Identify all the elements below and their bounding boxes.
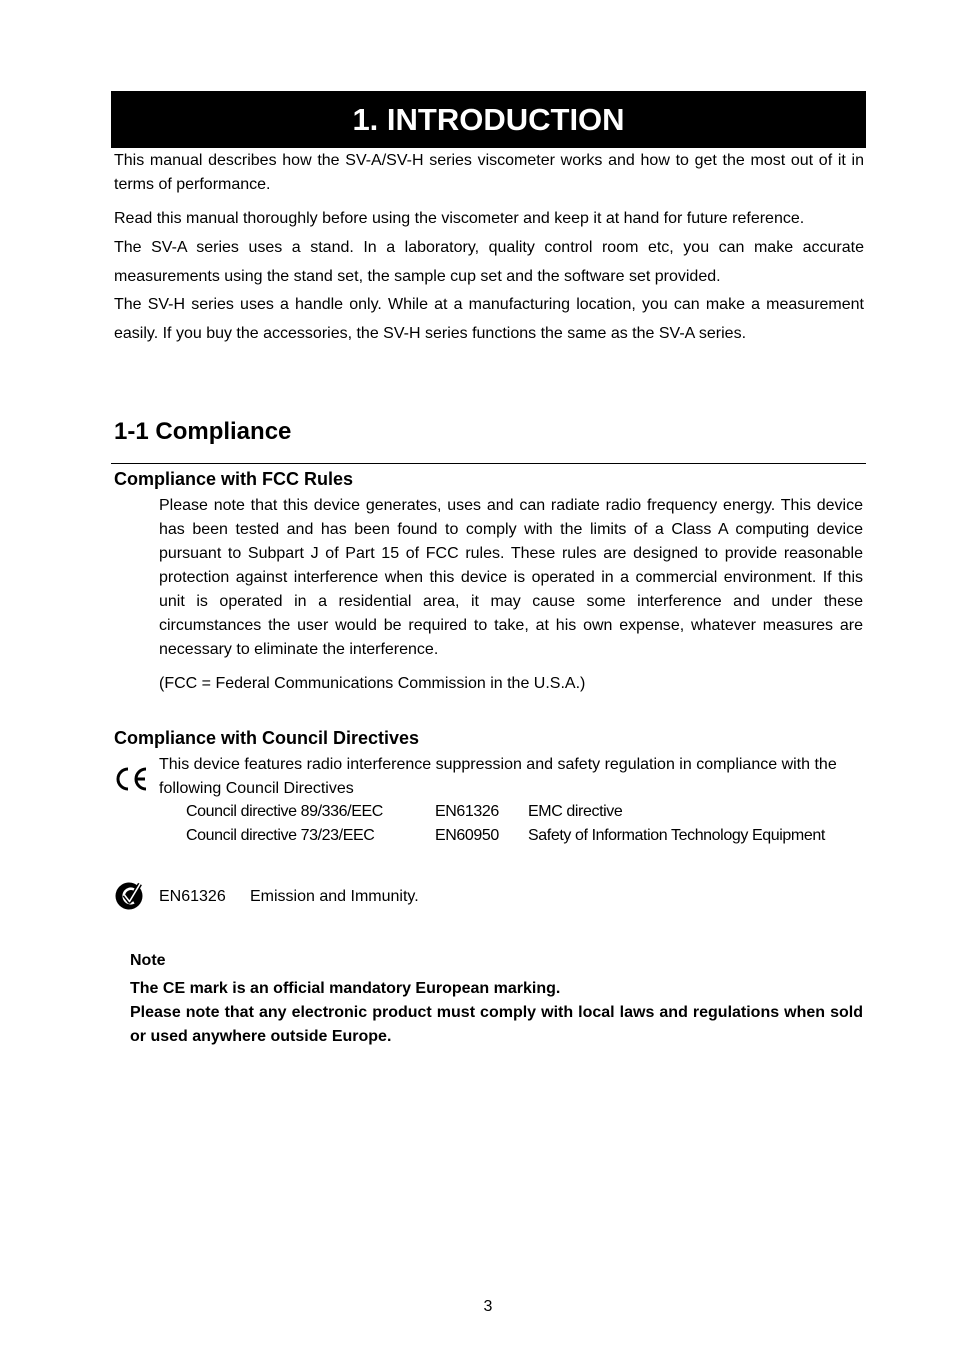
note-label: Note xyxy=(130,952,166,969)
ctick-description: Emission and Immunity. xyxy=(250,888,419,905)
intro-paragraph-1: This manual describes how the SV-A/SV-H series viscometer works and how to get the most out of it in terms of performance. xyxy=(114,152,864,193)
c-tick-mark-icon xyxy=(114,881,144,911)
council-intro: This device features radio interference suppression and safety regulation in compliance with the following Council Directives xyxy=(159,756,837,797)
intro-paragraph-3: The SV-A series uses a stand. In a laboratory, quality control room etc, you can make accurate measurements using the stand set, the sample cup set and the software set provided. xyxy=(114,239,864,285)
directive-description: EMC directive xyxy=(528,803,623,820)
ctick-standard: EN61326 xyxy=(159,888,226,905)
council-heading: Compliance with Council Directives xyxy=(114,728,420,748)
intro-paragraph-4: The SV-H series uses a handle only. While at a manufacturing location, you can make a measurement easily. If you buy the accessories, the SV-H series functions the same as the SV-A series. xyxy=(114,296,864,342)
note-line-2: Please note that any electronic product must comply with local laws and regulations when sold or used anywhere outside Europe. xyxy=(130,1004,863,1045)
intro-paragraph-2: Read this manual thoroughly before using the viscometer and keep it at hand for future reference. xyxy=(114,210,805,227)
directive-standard: EN61326 xyxy=(435,803,499,820)
section-heading-compliance: 1-1 Compliance xyxy=(114,418,292,445)
directive-standard: EN60950 xyxy=(435,827,499,844)
section-divider xyxy=(111,463,866,464)
directive-name: Council directive 73/23/EEC xyxy=(186,827,375,844)
chapter-title: 1. INTRODUCTION xyxy=(111,91,866,148)
directive-name: Council directive 89/336/EEC xyxy=(186,803,383,820)
fcc-heading: Compliance with FCC Rules xyxy=(114,469,354,489)
fcc-note: (FCC = Federal Communications Commission in the U.S.A.) xyxy=(159,675,586,692)
fcc-body: Please note that this device generates, uses and can radiate radio frequency energy. This device has been tested and has been found to comply with the limits of a Class A computing device pursuant to Subpart J of Part 15 of FCC rules. These rules are designed to provide reasonable protection against interference when this device is operated in a commercial environment. If this unit is operated in a residential area, it may cause some interference and under these circumstances the user would be required to take, at his own expense, whatever measures are necessary to eliminate the interference. xyxy=(159,497,863,658)
ce-mark-icon xyxy=(113,764,149,794)
directive-description: Safety of Information Technology Equipment xyxy=(528,827,825,844)
note-line-1: The CE mark is an official mandatory European marking. xyxy=(130,980,561,997)
page-number: 3 xyxy=(483,1298,493,1315)
